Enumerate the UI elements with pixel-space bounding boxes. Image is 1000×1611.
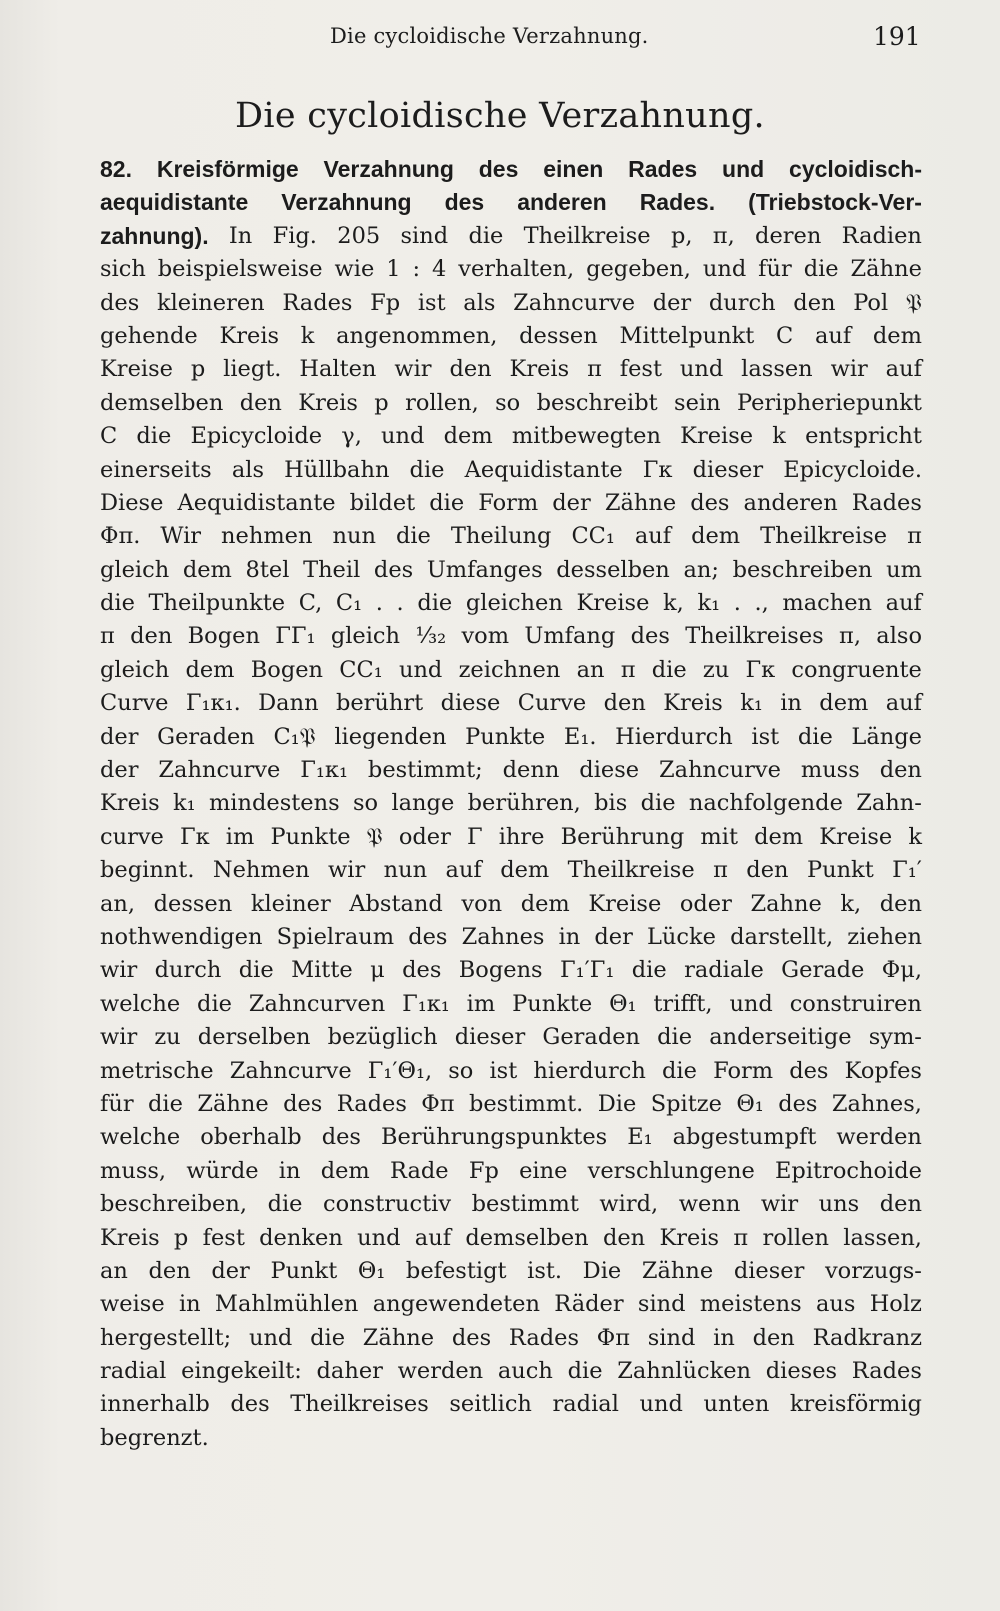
body-text [100, 153, 922, 1455]
text-line: die Theilpunkte C, C₁ . . die gleichen Kreise k, k₁ . ., machen auf [100, 590, 922, 617]
text-line: C die Epicycloide γ, und dem mitbewegten Kreise k entspricht [100, 423, 922, 450]
text-line: beginnt. Nehmen wir nun auf dem Theilkreise π den Punkt Γ₁′ [100, 857, 922, 884]
text-line: innerhalb des Theilkreises seitlich radial und unten kreisförmig [100, 1391, 922, 1418]
running-head [0, 24, 1000, 64]
text-line: gehende Kreis k angenommen, dessen Mittelpunkt C auf dem [100, 322, 922, 349]
text-line: Φπ. Wir nehmen nun die Theilung CC₁ auf dem Theilkreise π [100, 523, 922, 550]
chapter-title: Die cycloidische Verzahnung. [235, 96, 765, 136]
text-line: π den Bogen ΓΓ₁ gleich ¹⁄₃₂ vom Umfang des Theilkreises π, also [100, 623, 922, 650]
text-line: Kreise p liegt. Halten wir den Kreis π fest und lassen wir auf [100, 356, 922, 383]
text-line: begrenzt. [100, 1424, 209, 1451]
text-line: beschreiben, die constructiv bestimmt wird, wenn wir uns den [100, 1191, 922, 1218]
text-line: welche die Zahncurven Γ₁κ₁ im Punkte Θ₁ trifft, und construiren [100, 990, 922, 1017]
text-line: der Geraden C₁𝔓 liegenden Punkte E₁. Hierdurch ist die Länge [100, 723, 922, 750]
text-line: gleich dem 8tel Theil des Umfanges desselben an; beschreiben um [100, 556, 922, 583]
text-line: einerseits als Hüllbahn die Aequidistante Γκ dieser Epicycloide. [100, 456, 922, 483]
text-line: welche oberhalb des Berührungspunktes E₁ abgestumpft werden [100, 1124, 922, 1151]
text-line: sich beispielsweise wie 1 : 4 verhalten, gegeben, und für die Zähne [100, 256, 922, 283]
text-line: an den der Punkt Θ₁ befestigt ist. Die Zähne dieser vorzugs- [100, 1257, 922, 1284]
text-line: hergestellt; und die Zähne des Rades Φπ sind in den Radkranz [100, 1324, 922, 1351]
text-line: gleich dem Bogen CC₁ und zeichnen an π die zu Γκ congruente [100, 656, 922, 683]
text-line: zahnung). In Fig. 205 sind die Theilkreise p, π, deren Radien [100, 222, 922, 249]
text-line: der Zahncurve Γ₁κ₁ bestimmt; denn diese Zahncurve muss den [100, 757, 922, 784]
text-line: Curve Γ₁κ₁. Dann berührt diese Curve den Kreis k₁ in dem auf [100, 690, 922, 717]
text-line: radial eingekeilt: daher werden auch die Zahnlücken dieses Rades [100, 1358, 922, 1385]
text-line: wir zu derselben bezüglich dieser Geraden die anderseitige sym- [100, 1024, 922, 1051]
text-line: Diese Aequidistante bildet die Form der Zähne des anderen Rades [100, 489, 922, 516]
running-title: Die cycloidische Verzahnung. [330, 24, 649, 48]
text-line: an, dessen kleiner Abstand von dem Kreise oder Zahne k, den [100, 890, 922, 917]
text-line: Kreis p fest denken und auf demselben den Kreis π rollen lassen, [100, 1224, 922, 1251]
text-line: curve Γκ im Punkte 𝔓 oder Γ ihre Berührung mit dem Kreise k [100, 823, 922, 850]
text-line: nothwendigen Spielraum des Zahnes in der Lücke darstellt, ziehen [100, 923, 922, 950]
text-line: des kleineren Rades Fp ist als Zahncurve der durch den Pol 𝔓 [100, 289, 922, 316]
text-line: für die Zähne des Rades Φπ bestimmt. Die Spitze Θ₁ des Zahnes, [100, 1090, 922, 1117]
text-line: weise in Mahlmühlen angewendeten Räder sind meistens aus Holz [100, 1291, 922, 1318]
text-line: metrische Zahncurve Γ₁′Θ₁, so ist hierdurch die Form des Kopfes [100, 1057, 922, 1084]
page-number: 191 [873, 22, 921, 51]
text-line: muss, würde in dem Rade Fp eine verschlungene Epitrochoide [100, 1157, 922, 1184]
text-line: Kreis k₁ mindestens so lange berühren, bis die nachfolgende Zahn- [100, 790, 922, 817]
text-line: wir durch die Mitte μ des Bogens Γ₁′Γ₁ die radiale Gerade Φμ, [100, 957, 922, 984]
text-line: aequidistante Verzahnung des anderen Rades. (Triebstock-Ver- [100, 189, 922, 216]
text-line: demselben den Kreis p rollen, so beschreibt sein Peripheriepunkt [100, 389, 922, 416]
text-line: 82. Kreisförmige Verzahnung des einen Rades und cycloidisch- [100, 156, 922, 182]
